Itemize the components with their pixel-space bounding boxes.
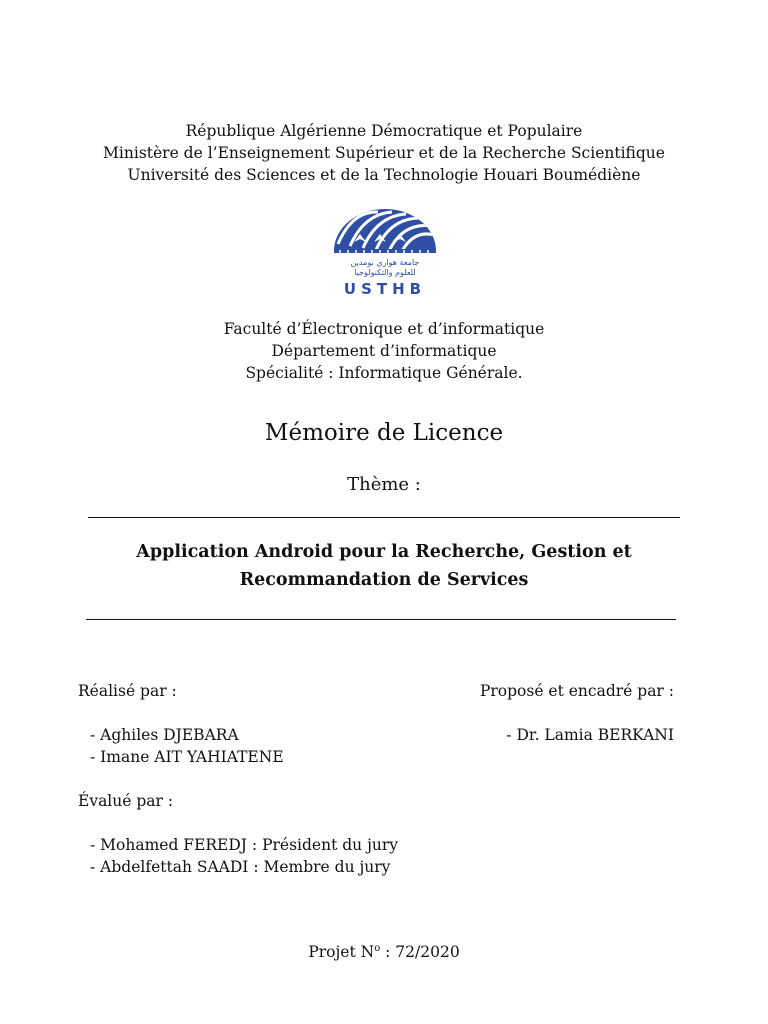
logo-arabic-line1: جامعة هواري بومدين (350, 258, 420, 267)
theme-label: Thème : (347, 474, 421, 495)
supervisor-name: - Dr. Lamia BERKANI (506, 726, 674, 744)
usthb-logo-emblem (330, 206, 440, 300)
top-rule (88, 517, 680, 518)
document-title: Mémoire de Licence (264, 420, 504, 446)
author-name-1: - Aghiles DJEBARA (90, 726, 239, 744)
author-name-2: - Imane AIT YAHIATENE (90, 748, 284, 766)
project-superscript: o (374, 943, 381, 954)
header-line-university: Université des Sciences et de la Technologie Houari Boumédiène (127, 166, 641, 184)
thesis-subject (60, 538, 708, 594)
speciality: Spécialité : Informatique Générale. (245, 364, 523, 382)
header-line-republic: République Algérienne Démocratique et Populaire (185, 122, 583, 140)
authors-label: Réalisé par : (78, 682, 177, 700)
jury-label: Évalué par : (78, 792, 174, 810)
jury-member-1: - Mohamed FEREDJ : Président du jury (90, 836, 399, 854)
usthb-logo (330, 206, 440, 300)
department-name: Département d’informatique (271, 342, 497, 360)
supervisor-label: Proposé et encadré par : (479, 682, 674, 700)
logo-acronym: USTHB (343, 280, 427, 298)
subject-line-2: Recommandation de Services (239, 570, 529, 590)
bottom-rule (86, 619, 676, 620)
faculty-name: Faculté d’Électronique et d’informatique (223, 320, 545, 338)
jury-member-2: - Abdelfettah SAADI : Membre du jury (90, 858, 391, 876)
project-suffix: : 72/2020 (380, 943, 460, 962)
logo-arabic-line2: للعلوم والتكنولوجيا (354, 268, 416, 277)
subject-line-1: Application Android pour la Recherche, Gestion et (136, 542, 632, 562)
project-number (0, 938, 768, 963)
project-prefix: Projet N (308, 943, 375, 962)
header-line-ministry: Ministère de l’Enseignement Supérieur et de la Recherche Scientifique (103, 144, 665, 162)
